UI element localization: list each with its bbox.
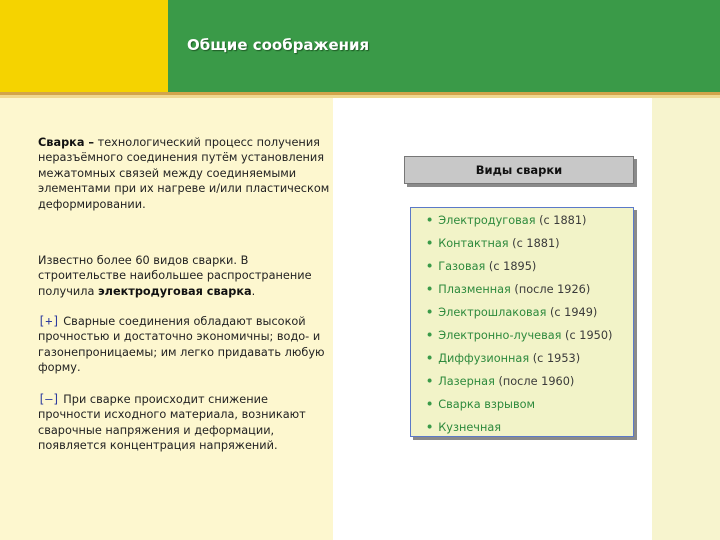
- list-item: [426, 373, 633, 396]
- definition-term: Сварка –: [38, 136, 95, 149]
- definition-text: технологический процесс получения неразъёмного соединения путём установления межатомных связей между соединяемыми элементами при их нагреве и/или пластическом деформировании.: [38, 136, 330, 211]
- right-decorative-strip: [652, 98, 720, 540]
- welding-type-name: Кузнечная: [438, 421, 502, 434]
- welding-type-name: Сварка взрывом: [438, 398, 536, 411]
- list-item: [426, 350, 633, 373]
- list-item: [426, 396, 633, 419]
- welding-type-note: (с 1881): [535, 214, 587, 227]
- bullet-icon: •: [426, 398, 434, 411]
- welding-types-box: [410, 207, 634, 437]
- list-item: [426, 419, 633, 442]
- highlighted-welding-type: электродуговая сварка: [97, 284, 252, 298]
- welding-type-note: (после 1960): [494, 375, 575, 388]
- bullet-icon: •: [426, 306, 434, 319]
- welding-type-note: (с 1950): [561, 329, 613, 342]
- types-count-paragraph: [38, 253, 330, 299]
- welding-type-note: (с 1881): [508, 237, 560, 250]
- types-count-end: .: [251, 284, 256, 298]
- welding-type-name: Диффузионная: [438, 352, 530, 365]
- bullet-icon: •: [426, 375, 434, 388]
- definition-paragraph: [38, 135, 330, 212]
- welding-type-name: Плазменная: [438, 283, 511, 296]
- bullet-icon: •: [426, 237, 434, 250]
- bullet-icon: •: [426, 329, 434, 342]
- list-item: [426, 258, 633, 281]
- list-item: [426, 212, 633, 235]
- welding-types-header: Виды сварки: [404, 156, 634, 184]
- welding-type-note: (с 1953): [529, 352, 581, 365]
- bullet-icon: •: [426, 214, 434, 227]
- list-item: [426, 235, 633, 258]
- list-item: [426, 327, 633, 350]
- welding-type-note: (с 1949): [546, 306, 598, 319]
- minus-sign: [–]: [38, 392, 60, 406]
- disadvantages-paragraph: [38, 392, 330, 454]
- plus-sign: [+]: [38, 314, 60, 328]
- welding-type-name: Электродуговая: [438, 214, 536, 227]
- welding-type-name: Электронно-лучевая: [438, 329, 562, 342]
- welding-type-note: (после 1926): [510, 283, 591, 296]
- welding-type-name: Контактная: [438, 237, 509, 250]
- types-count-text: Известно более 60 видов сварки. В строительстве наибольшее распространение получила: [38, 254, 312, 298]
- bullet-icon: •: [426, 352, 434, 365]
- header-accent-block: [0, 0, 168, 92]
- advantages-text: Сварные соединения обладают высокой прочностью и достаточно экономичны; водо- и газонепроницаемы; им легко придавать любую форму.: [38, 315, 325, 375]
- bullet-icon: •: [426, 421, 434, 434]
- advantages-paragraph: [38, 314, 330, 376]
- bullet-icon: •: [426, 283, 434, 296]
- welding-type-name: Электрошлаковая: [438, 306, 547, 319]
- welding-type-name: Газовая: [438, 260, 486, 273]
- bullet-icon: •: [426, 260, 434, 273]
- disadvantages-text: При сварке происходит снижение прочности исходного материала, возникают сварочные напряжения и деформации, появляется концентрация напряжений.: [38, 393, 306, 453]
- list-item: [426, 304, 633, 327]
- welding-types-list: [411, 208, 633, 442]
- list-item: [426, 281, 633, 304]
- welding-type-note: (с 1895): [485, 260, 537, 273]
- slide-title: Общие соображения: [187, 36, 370, 54]
- welding-type-name: Лазерная: [438, 375, 495, 388]
